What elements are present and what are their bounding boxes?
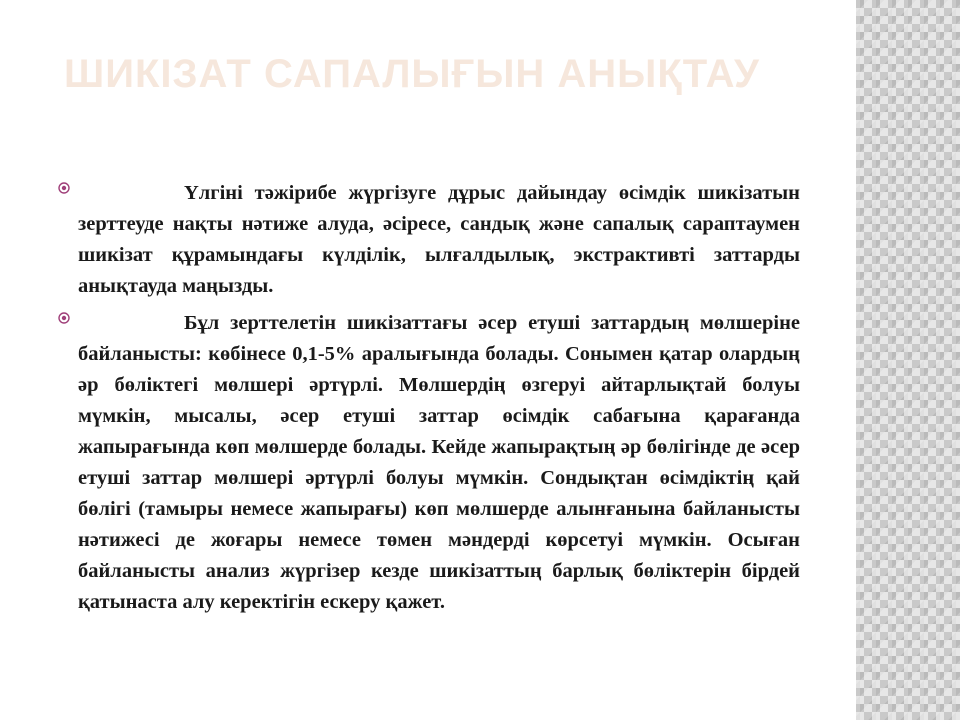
bullet-text: Бұл зерттелетін шикізаттағы әсер етуші заттардың мөлшеріне байланысты: көбінесе 0,1-5% аралығында болады. Сонымен қатар олардың әр бөліктегі мөлшері әртүрлі. Мөлшердің өзгеруі айтарлықтай болуы мүмкін, мысалы, әсер етуші заттар өсімдік сабағына қарағанда жапырағында көп мөлшерде болады. Кейде жапырақтың әр бөлігінде де әсер етуші заттар мөлшері әртүрлі болуы мүмкін. Сондықтан өсімдіктің қай бөлігі (тамыры немесе жапырағы) көп мөлшерде алынғанына байланысты нәтижесі де жоғары немесе төмен мәндерді көрсетуі мүмкін. Осыған байланысты анализ жүргізер кезде шикізаттың барлық бөліктерін бірдей қатынаста алу керектігін ескеру қажет. (78, 312, 800, 613)
bullet-item (58, 178, 800, 302)
slide-title: ШИКІЗАТ САПАЛЫҒЫН АНЫҚТАУ (64, 52, 760, 96)
bullet-item (58, 308, 800, 618)
target-bullet-icon (58, 312, 70, 324)
slide-content (58, 178, 800, 624)
target-bullet-icon (58, 182, 70, 194)
bullet-text: Үлгіні тәжірибе жүргізуге дұрыс дайындау өсімдік шикізатын зерттеуде нақты нәтиже алуда, әсіресе, сандық және сапалық сараптаумен шикізат құрамындағы күлділік, ылғалдылық, экстрактивті заттарды анықтауда маңызды. (78, 182, 800, 297)
decorative-side-band (856, 0, 960, 720)
